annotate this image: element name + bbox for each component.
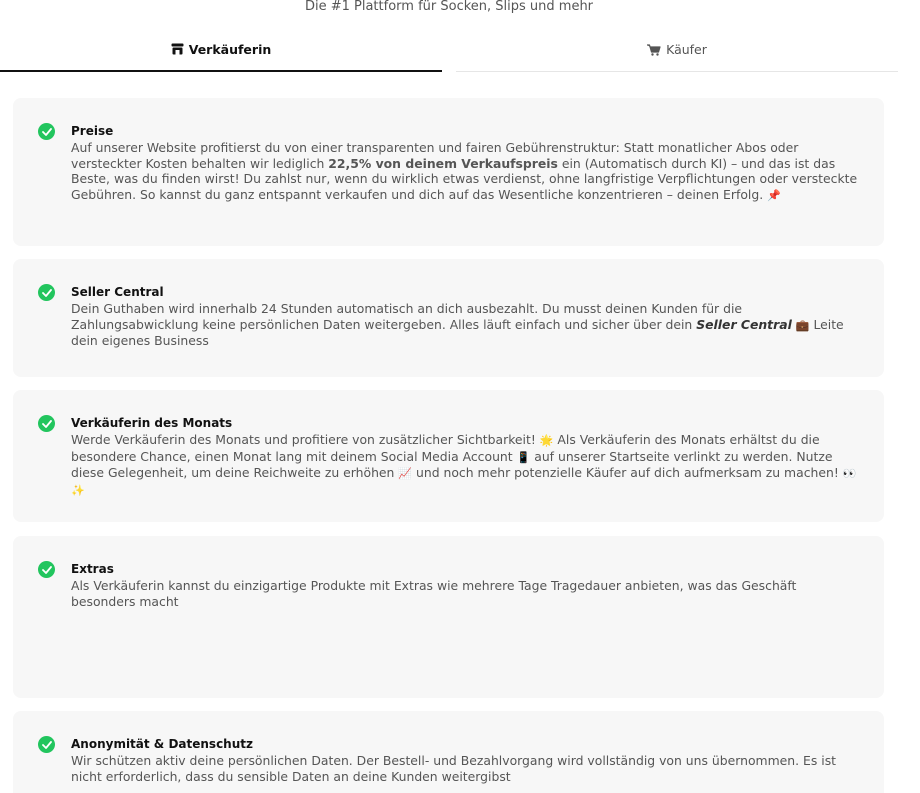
card-title: Extras bbox=[71, 562, 114, 576]
phone-icon: 📱 bbox=[516, 450, 531, 464]
check-icon bbox=[38, 736, 55, 753]
store-icon bbox=[171, 43, 184, 55]
card-title: Seller Central bbox=[71, 285, 164, 299]
feature-card-seller-central bbox=[13, 259, 884, 377]
feature-card-verkaeuferin-des-monats bbox=[13, 390, 884, 522]
star-icon: 🌟 bbox=[539, 434, 554, 447]
cart-icon bbox=[647, 44, 661, 56]
check-icon bbox=[38, 284, 55, 301]
card-title: Verkäuferin des Monats bbox=[71, 416, 233, 430]
card-text: Als Verkäuferin kannst du einzigartige Produkte mit Extras wie mehrere Tage Tragedauer anbieten, was das Geschäft besonders macht bbox=[71, 578, 797, 609]
eyes-sparkles-icon: 👀 ✨ bbox=[71, 467, 857, 497]
feature-card-extras bbox=[13, 536, 884, 698]
card-text: Wir schützen aktiv deine persönlichen Daten. Der Bestell- und Bezahlvorgang wird vollständig von uns übernommen. Es ist nicht erforderlich, dass du sensible Daten an deine Kunden weitergibst bbox=[71, 753, 837, 784]
card-title: Preise bbox=[71, 124, 114, 138]
chart-icon: 📈 bbox=[398, 467, 413, 481]
briefcase-icon: 💼 bbox=[795, 318, 810, 332]
card-text: Werde Verkäuferin des Monats und profitiere von zusätzlicher Sichtbarkeit! 🌟 Als Verkäuferin des Monats erhältst du die besondere Chance, einen Monat lang mit deinem Social Media Account 📱 auf unserer Startseite verlinkt zu werden. Nutze diese Gelegenheit, um deine Reichweite zu erhöhen 📈 und noch mehr potenzielle Käufer auf dich aufmerksam zu machen! 👀 ✨ bbox=[71, 432, 857, 497]
card-text: Dein Guthaben wird innerhalb 24 Stunden automatisch an dich ausbezahlt. Du musst deinen Kunden für die Zahlungsabwicklung keine persönlichen Daten weitergeben. Alles läuft einfach und sicher über dein Seller Central 💼 Leite dein eigenes Business bbox=[71, 301, 844, 349]
check-icon bbox=[38, 415, 55, 432]
tab-verkaeuferin[interactable] bbox=[0, 28, 442, 72]
feature-card-preise bbox=[13, 98, 884, 246]
check-icon bbox=[38, 561, 55, 578]
tab-verkaeuferin-label: Verkäuferin bbox=[188, 41, 272, 57]
tab-kaeufer[interactable] bbox=[456, 28, 898, 72]
tab-kaeufer-label: Käufer bbox=[666, 42, 707, 57]
page-subtitle: Die #1 Plattform für Socken, Slips und mehr bbox=[304, 0, 594, 14]
role-tabs bbox=[0, 28, 898, 74]
feature-card-datenschutz bbox=[13, 711, 884, 793]
check-icon bbox=[38, 123, 55, 140]
card-text: Auf unserer Website profitierst du von einer transparenten und fairen Gebührenstruktur: Statt monatlicher Abos oder versteckter Kosten behalten wir lediglich 22,5% von deinem Verkaufspreis ein (Automatisch durch KI) – und das ist das Beste, was du finden wirst! Du zahlst nur, wenn du wirklich etwas verdienst, ohne langfristige Verpflichtungen oder versteckte Gebühren. So kannst du ganz entspannt verkaufen und dich auf das Wesentliche konzentrieren – deinen Erfolg. 📌 bbox=[71, 140, 858, 202]
card-title: Anonymität & Datenschutz bbox=[71, 737, 253, 751]
pushpin-icon: 📌 bbox=[767, 188, 781, 202]
